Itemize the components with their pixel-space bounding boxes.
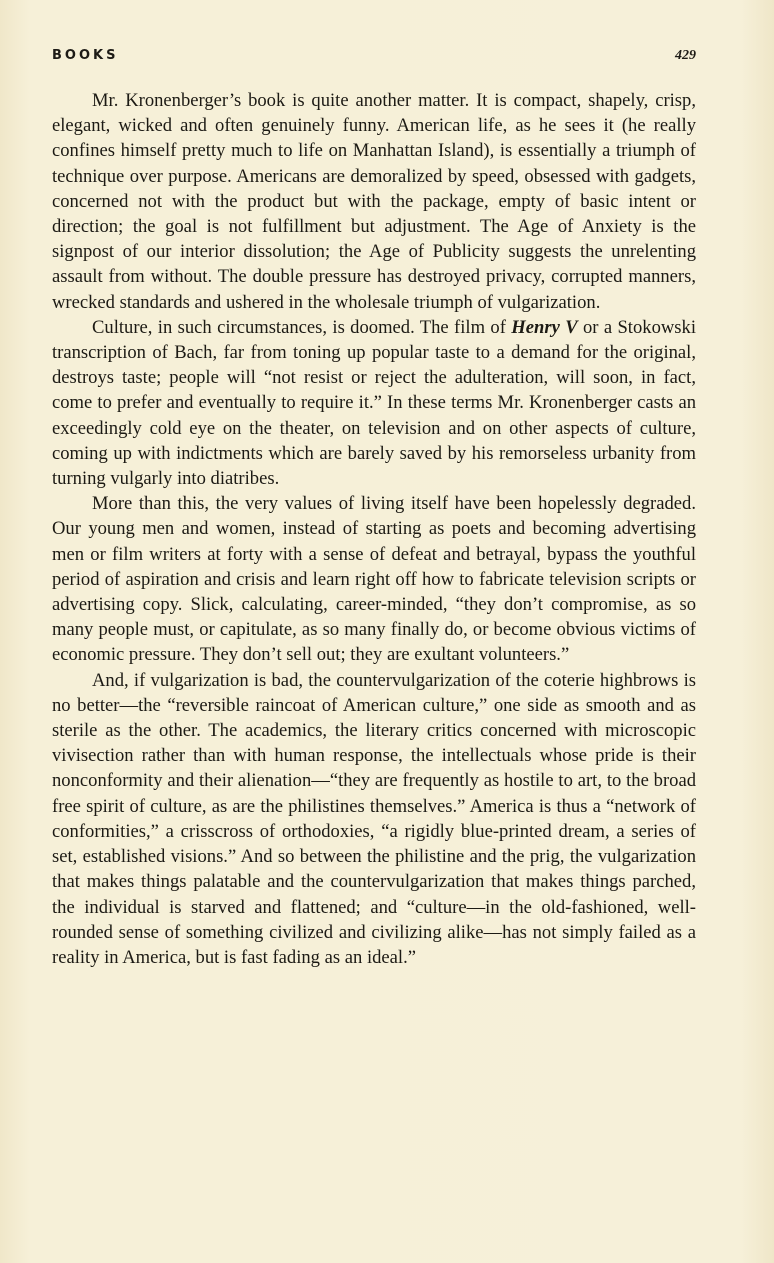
article-body — [52, 88, 696, 970]
paragraph-2 — [52, 315, 696, 491]
paragraph-4: And, if vulgarization is bad, the countervulgarization of the coterie highbrows is no better—the “reversible raincoat of American culture,” one side as smooth and as sterile as the other. The academics, the literary critics concerned with microscopic vivisection rather than with human response, the intellectuals whose pride is their nonconformity and their alienation—“they are frequently as hostile to art, to the broad free spirit of culture, as are the philistines themselves.” America is thus a “network of conformities,” a crisscross of orthodoxies, “a rigidly blue-printed dream, a series of set, established visions.” And so between the philistine and the prig, the vulgarization that makes things palatable and the countervulgarization that makes things parched, the individual is starved and flattened; and “culture—in the old-fashioned, well-rounded sense of something civilized and civilizing alike—has not simply failed as a reality in America, but is fast fading as an ideal.” — [52, 669, 696, 968]
film-title: Henry V — [511, 316, 578, 338]
paragraph-2-text-before: Culture, in such circumstances, is doomed. The film of — [92, 316, 512, 338]
section-title: BOOKS — [52, 48, 119, 63]
page-number: 429 — [675, 48, 696, 63]
paragraph-1: Mr. Kronenberger’s book is quite another matter. It is compact, shapely, crisp, elegant, wicked and often genuinely funny. American life, as he sees it (he really confines himself pretty much to life on Manhattan Island), is essentially a triumph of technique over purpose. Americans are demoralized by speed, obsessed with gadgets, concerned not with the product but with the package, empty of basic intent or direction; the goal is not fulfillment but adjustment. The Age of Anxiety is the signpost of our interior dissolution; the Age of Publicity suggests the unrelenting assault from without. The double pressure has destroyed privacy, corrupted manners, wrecked standards and ushered in the wholesale triumph of vulgarization. — [52, 90, 696, 313]
paragraph-3: More than this, the very values of living itself have been hopelessly degraded. Our young men and women, instead of starting as poets and becoming advertising men or film writers at forty with a sense of defeat and betrayal, bypass the youthful period of aspiration and crisis and learn right off how to fabricate television scripts or advertising copy. Slick, calculating, career-minded, “they don’t compromise, as so many people must, or capitulate, as so many finally do, or become obvious victims of economic pressure. They don’t sell out; they are exultant volunteers.” — [52, 493, 696, 666]
paragraph-2-text-after: or a Stokowski transcription of Bach, far from toning up popular taste to a demand for the original, destroys taste; people will “not resist or reject the adulteration, will soon, in fact, come to prefer and eventually to require it.” In these terms Mr. Kronenberger casts an exceedingly cold eye on the theater, on television and on other aspects of culture, coming up with indictments which are barely saved by his remorseless urbanity from turning vulgarly into diatribes. — [52, 316, 696, 490]
running-head — [52, 48, 696, 68]
